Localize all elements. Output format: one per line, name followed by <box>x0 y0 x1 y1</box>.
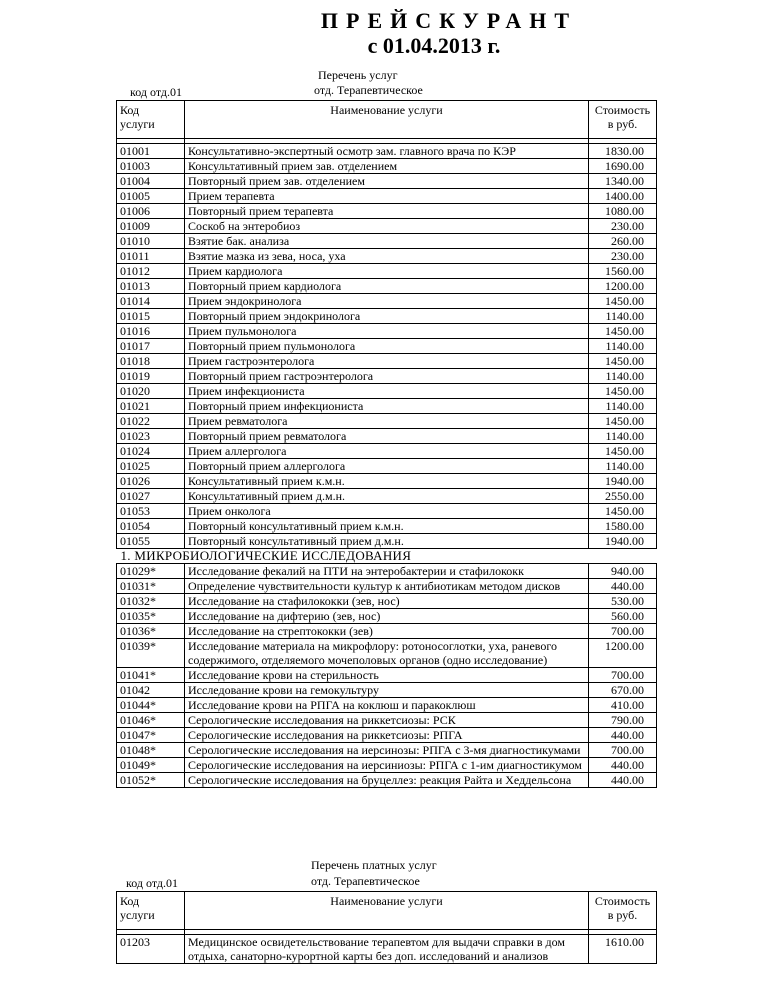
cell-price: 1830.00 <box>589 144 657 159</box>
table-row <box>117 728 657 743</box>
cell-name: Повторный прием эндокринолога <box>185 309 589 324</box>
cell-price: 1940.00 <box>589 534 657 549</box>
cell-code: 01048* <box>117 743 185 758</box>
cell-code: 01021 <box>117 399 185 414</box>
cell-name: Взятие мазка из зева, носа, уха <box>185 249 589 264</box>
cell-price: 1200.00 <box>589 279 657 294</box>
table-row <box>117 489 657 504</box>
table-row <box>117 474 657 489</box>
cell-code: 01020 <box>117 384 185 399</box>
table-row <box>117 384 657 399</box>
cell-price: 700.00 <box>589 743 657 758</box>
department-name: отд. Терапевтическое <box>314 83 423 97</box>
cell-price: 1450.00 <box>589 504 657 519</box>
table-row <box>117 624 657 639</box>
cell-code: 01035* <box>117 609 185 624</box>
cell-name: Определение чувствительности культур к антибиотикам методом дисков <box>185 579 589 594</box>
cell-code: 01047* <box>117 728 185 743</box>
document-title: ПРЕЙСКУРАНТ <box>320 8 578 33</box>
cell-price: 1450.00 <box>589 444 657 459</box>
cell-price: 700.00 <box>589 624 657 639</box>
list-title: Перечень услуг <box>318 68 398 82</box>
cell-name: Прием эндокринолога <box>185 294 589 309</box>
cell-code: 01009 <box>117 219 185 234</box>
cell-name: Исследование на дифтерию (зев, нос) <box>185 609 589 624</box>
paid-header-name: Наименование услуги <box>185 892 589 930</box>
table-row <box>117 773 657 788</box>
paid-department-name: отд. Терапевтическое <box>311 874 420 888</box>
cell-name: Исследование крови на РПГА на коклюш и паракоклюш <box>185 698 589 713</box>
cell-price: 410.00 <box>589 698 657 713</box>
table-row <box>117 174 657 189</box>
cell-code: 01019 <box>117 369 185 384</box>
cell-code: 01029* <box>117 564 185 579</box>
cell-name: Исследование материала на микрофлору: ротоносоглотки, уха, раневого содержимого, отделяемого мочеполовых органов (одно исследование) <box>185 639 589 668</box>
cell-code: 01031* <box>117 579 185 594</box>
cell-name: Повторный консультативный прием к.м.н. <box>185 519 589 534</box>
cell-name: Повторный прием ревматолога <box>185 429 589 444</box>
cell-code: 01042 <box>117 683 185 698</box>
table-row <box>117 159 657 174</box>
cell-code: 01001 <box>117 144 185 159</box>
cell-price: 1610.00 <box>589 935 657 964</box>
cell-name: Исследование крови на стерильность <box>185 668 589 683</box>
cell-price: 1580.00 <box>589 519 657 534</box>
cell-name: Прием кардиолога <box>185 264 589 279</box>
table-row <box>117 594 657 609</box>
table-row <box>117 339 657 354</box>
table-row <box>117 459 657 474</box>
header-name: Наименование услуги <box>185 101 589 139</box>
cell-price: 440.00 <box>589 579 657 594</box>
table-row <box>117 234 657 249</box>
cell-name: Прием инфекциониста <box>185 384 589 399</box>
cell-code: 01055 <box>117 534 185 549</box>
cell-price: 1560.00 <box>589 264 657 279</box>
table-row <box>117 609 657 624</box>
cell-name: Повторный прием аллерголога <box>185 459 589 474</box>
cell-code: 01054 <box>117 519 185 534</box>
cell-name: Исследование фекалий на ПТИ на энтеробактерии и стафилококк <box>185 564 589 579</box>
paid-list-title: Перечень платных услуг <box>311 858 437 872</box>
cell-code: 01052* <box>117 773 185 788</box>
table-row <box>117 534 657 549</box>
cell-price: 1080.00 <box>589 204 657 219</box>
table-row <box>117 264 657 279</box>
table-row <box>117 698 657 713</box>
header-code: Код услуги <box>117 101 185 139</box>
cell-price: 1450.00 <box>589 324 657 339</box>
table-row <box>117 309 657 324</box>
table-row <box>117 324 657 339</box>
cell-price: 1140.00 <box>589 429 657 444</box>
cell-price: 1450.00 <box>589 414 657 429</box>
cell-price: 1140.00 <box>589 459 657 474</box>
cell-code: 01032* <box>117 594 185 609</box>
cell-name: Прием гастроэнтеролога <box>185 354 589 369</box>
services-table <box>116 100 657 788</box>
cell-code: 01026 <box>117 474 185 489</box>
cell-name: Серологические исследования на бруцеллез: реакция Райта и Хеддельсона <box>185 773 589 788</box>
cell-price: 530.00 <box>589 594 657 609</box>
cell-name: Консультативно-экспертный осмотр зам. главного врача по КЭР <box>185 144 589 159</box>
cell-price: 670.00 <box>589 683 657 698</box>
cell-price: 1140.00 <box>589 399 657 414</box>
cell-price: 230.00 <box>589 249 657 264</box>
table-row <box>117 444 657 459</box>
cell-code: 01015 <box>117 309 185 324</box>
cell-name: Соскоб на энтеробиоз <box>185 219 589 234</box>
cell-name: Серологические исследования на риккетсиозы: РПГА <box>185 728 589 743</box>
cell-code: 01041* <box>117 668 185 683</box>
cell-price: 440.00 <box>589 728 657 743</box>
cell-name: Повторный консультативный прием д.м.н. <box>185 534 589 549</box>
table-row <box>117 758 657 773</box>
table-row <box>117 713 657 728</box>
cell-code: 01023 <box>117 429 185 444</box>
cell-price: 440.00 <box>589 758 657 773</box>
section-heading-microbiology: 1. МИКРОБИОЛОГИЧЕСКИЕ ИССЛЕДОВАНИЯ <box>120 548 412 563</box>
cell-code: 01016 <box>117 324 185 339</box>
cell-code: 01010 <box>117 234 185 249</box>
table-row <box>117 369 657 384</box>
cell-price: 1450.00 <box>589 354 657 369</box>
cell-price: 1940.00 <box>589 474 657 489</box>
cell-name: Повторный прием гастроэнтеролога <box>185 369 589 384</box>
cell-price: 1400.00 <box>589 189 657 204</box>
effective-date: с 01.04.2013 г. <box>367 33 501 58</box>
table-row <box>117 668 657 683</box>
cell-price: 1140.00 <box>589 309 657 324</box>
cell-code: 01036* <box>117 624 185 639</box>
table-row <box>117 399 657 414</box>
cell-code: 01039* <box>117 639 185 668</box>
cell-code: 01024 <box>117 444 185 459</box>
paid-services-table <box>116 891 657 964</box>
table-row <box>117 189 657 204</box>
cell-price: 940.00 <box>589 564 657 579</box>
cell-name: Прием ревматолога <box>185 414 589 429</box>
cell-name: Серологические исследования на иерсинозы: РПГА с 3-мя диагностикумами <box>185 743 589 758</box>
cell-price: 700.00 <box>589 668 657 683</box>
cell-name: Прием терапевта <box>185 189 589 204</box>
cell-name: Исследование на стрептококки (зев) <box>185 624 589 639</box>
cell-name: Повторный прием зав. отделением <box>185 174 589 189</box>
cell-name: Серологические исследования на иерсиниозы: РПГА с 1-им диагностикумом <box>185 758 589 773</box>
cell-code: 01017 <box>117 339 185 354</box>
table-row <box>117 414 657 429</box>
cell-name: Медицинское освидетельствование терапевтом для выдачи справки в дом отдыха, санаторно-курортной карты без доп. исследований и анализов <box>185 935 589 964</box>
table-row <box>117 249 657 264</box>
cell-name: Консультативный прием д.м.н. <box>185 489 589 504</box>
cell-name: Повторный прием инфекциониста <box>185 399 589 414</box>
paid-department-code: код отд.01 <box>126 876 179 890</box>
cell-price: 1140.00 <box>589 369 657 384</box>
cell-price: 560.00 <box>589 609 657 624</box>
paid-header-price: Стоимость в руб. <box>589 892 657 930</box>
table-row <box>117 564 657 579</box>
cell-price: 1690.00 <box>589 159 657 174</box>
cell-code: 01053 <box>117 504 185 519</box>
table-row <box>117 429 657 444</box>
cell-price: 1140.00 <box>589 339 657 354</box>
cell-code: 01203 <box>117 935 185 964</box>
cell-price: 1340.00 <box>589 174 657 189</box>
cell-code: 01025 <box>117 459 185 474</box>
header-price: Стоимость в руб. <box>589 101 657 139</box>
cell-price: 230.00 <box>589 219 657 234</box>
cell-price: 1200.00 <box>589 639 657 668</box>
cell-name: Повторный прием пульмонолога <box>185 339 589 354</box>
cell-code: 01022 <box>117 414 185 429</box>
cell-code: 01003 <box>117 159 185 174</box>
table-row <box>117 579 657 594</box>
cell-name: Прием пульмонолога <box>185 324 589 339</box>
cell-code: 01013 <box>117 279 185 294</box>
cell-price: 260.00 <box>589 234 657 249</box>
cell-price: 440.00 <box>589 773 657 788</box>
cell-price: 1450.00 <box>589 384 657 399</box>
cell-name: Исследование на стафилококки (зев, нос) <box>185 594 589 609</box>
table-row <box>117 639 657 668</box>
cell-name: Серологические исследования на риккетсиозы: РСК <box>185 713 589 728</box>
table-row <box>117 935 657 964</box>
paid-header-code: Код услуги <box>117 892 185 930</box>
table-row <box>117 219 657 234</box>
table-row <box>117 144 657 159</box>
table-row <box>117 354 657 369</box>
cell-code: 01018 <box>117 354 185 369</box>
cell-name: Консультативный прием к.м.н. <box>185 474 589 489</box>
table-row <box>117 294 657 309</box>
cell-name: Повторный прием кардиолога <box>185 279 589 294</box>
cell-name: Прием аллерголога <box>185 444 589 459</box>
cell-code: 01049* <box>117 758 185 773</box>
table-row <box>117 743 657 758</box>
cell-code: 01027 <box>117 489 185 504</box>
table-row <box>117 504 657 519</box>
cell-price: 790.00 <box>589 713 657 728</box>
cell-price: 1450.00 <box>589 294 657 309</box>
cell-code: 01004 <box>117 174 185 189</box>
cell-code: 01005 <box>117 189 185 204</box>
cell-code: 01044* <box>117 698 185 713</box>
cell-price: 2550.00 <box>589 489 657 504</box>
table-row <box>117 204 657 219</box>
table-row <box>117 519 657 534</box>
cell-name: Консультативный прием зав. отделением <box>185 159 589 174</box>
cell-code: 01046* <box>117 713 185 728</box>
table-row <box>117 279 657 294</box>
cell-code: 01014 <box>117 294 185 309</box>
cell-name: Прием онколога <box>185 504 589 519</box>
department-code: код отд.01 <box>130 85 183 99</box>
cell-name: Повторный прием терапевта <box>185 204 589 219</box>
cell-name: Взятие бак. анализа <box>185 234 589 249</box>
cell-code: 01011 <box>117 249 185 264</box>
cell-code: 01012 <box>117 264 185 279</box>
cell-name: Исследование крови на гемокультуру <box>185 683 589 698</box>
table-row <box>117 683 657 698</box>
cell-code: 01006 <box>117 204 185 219</box>
